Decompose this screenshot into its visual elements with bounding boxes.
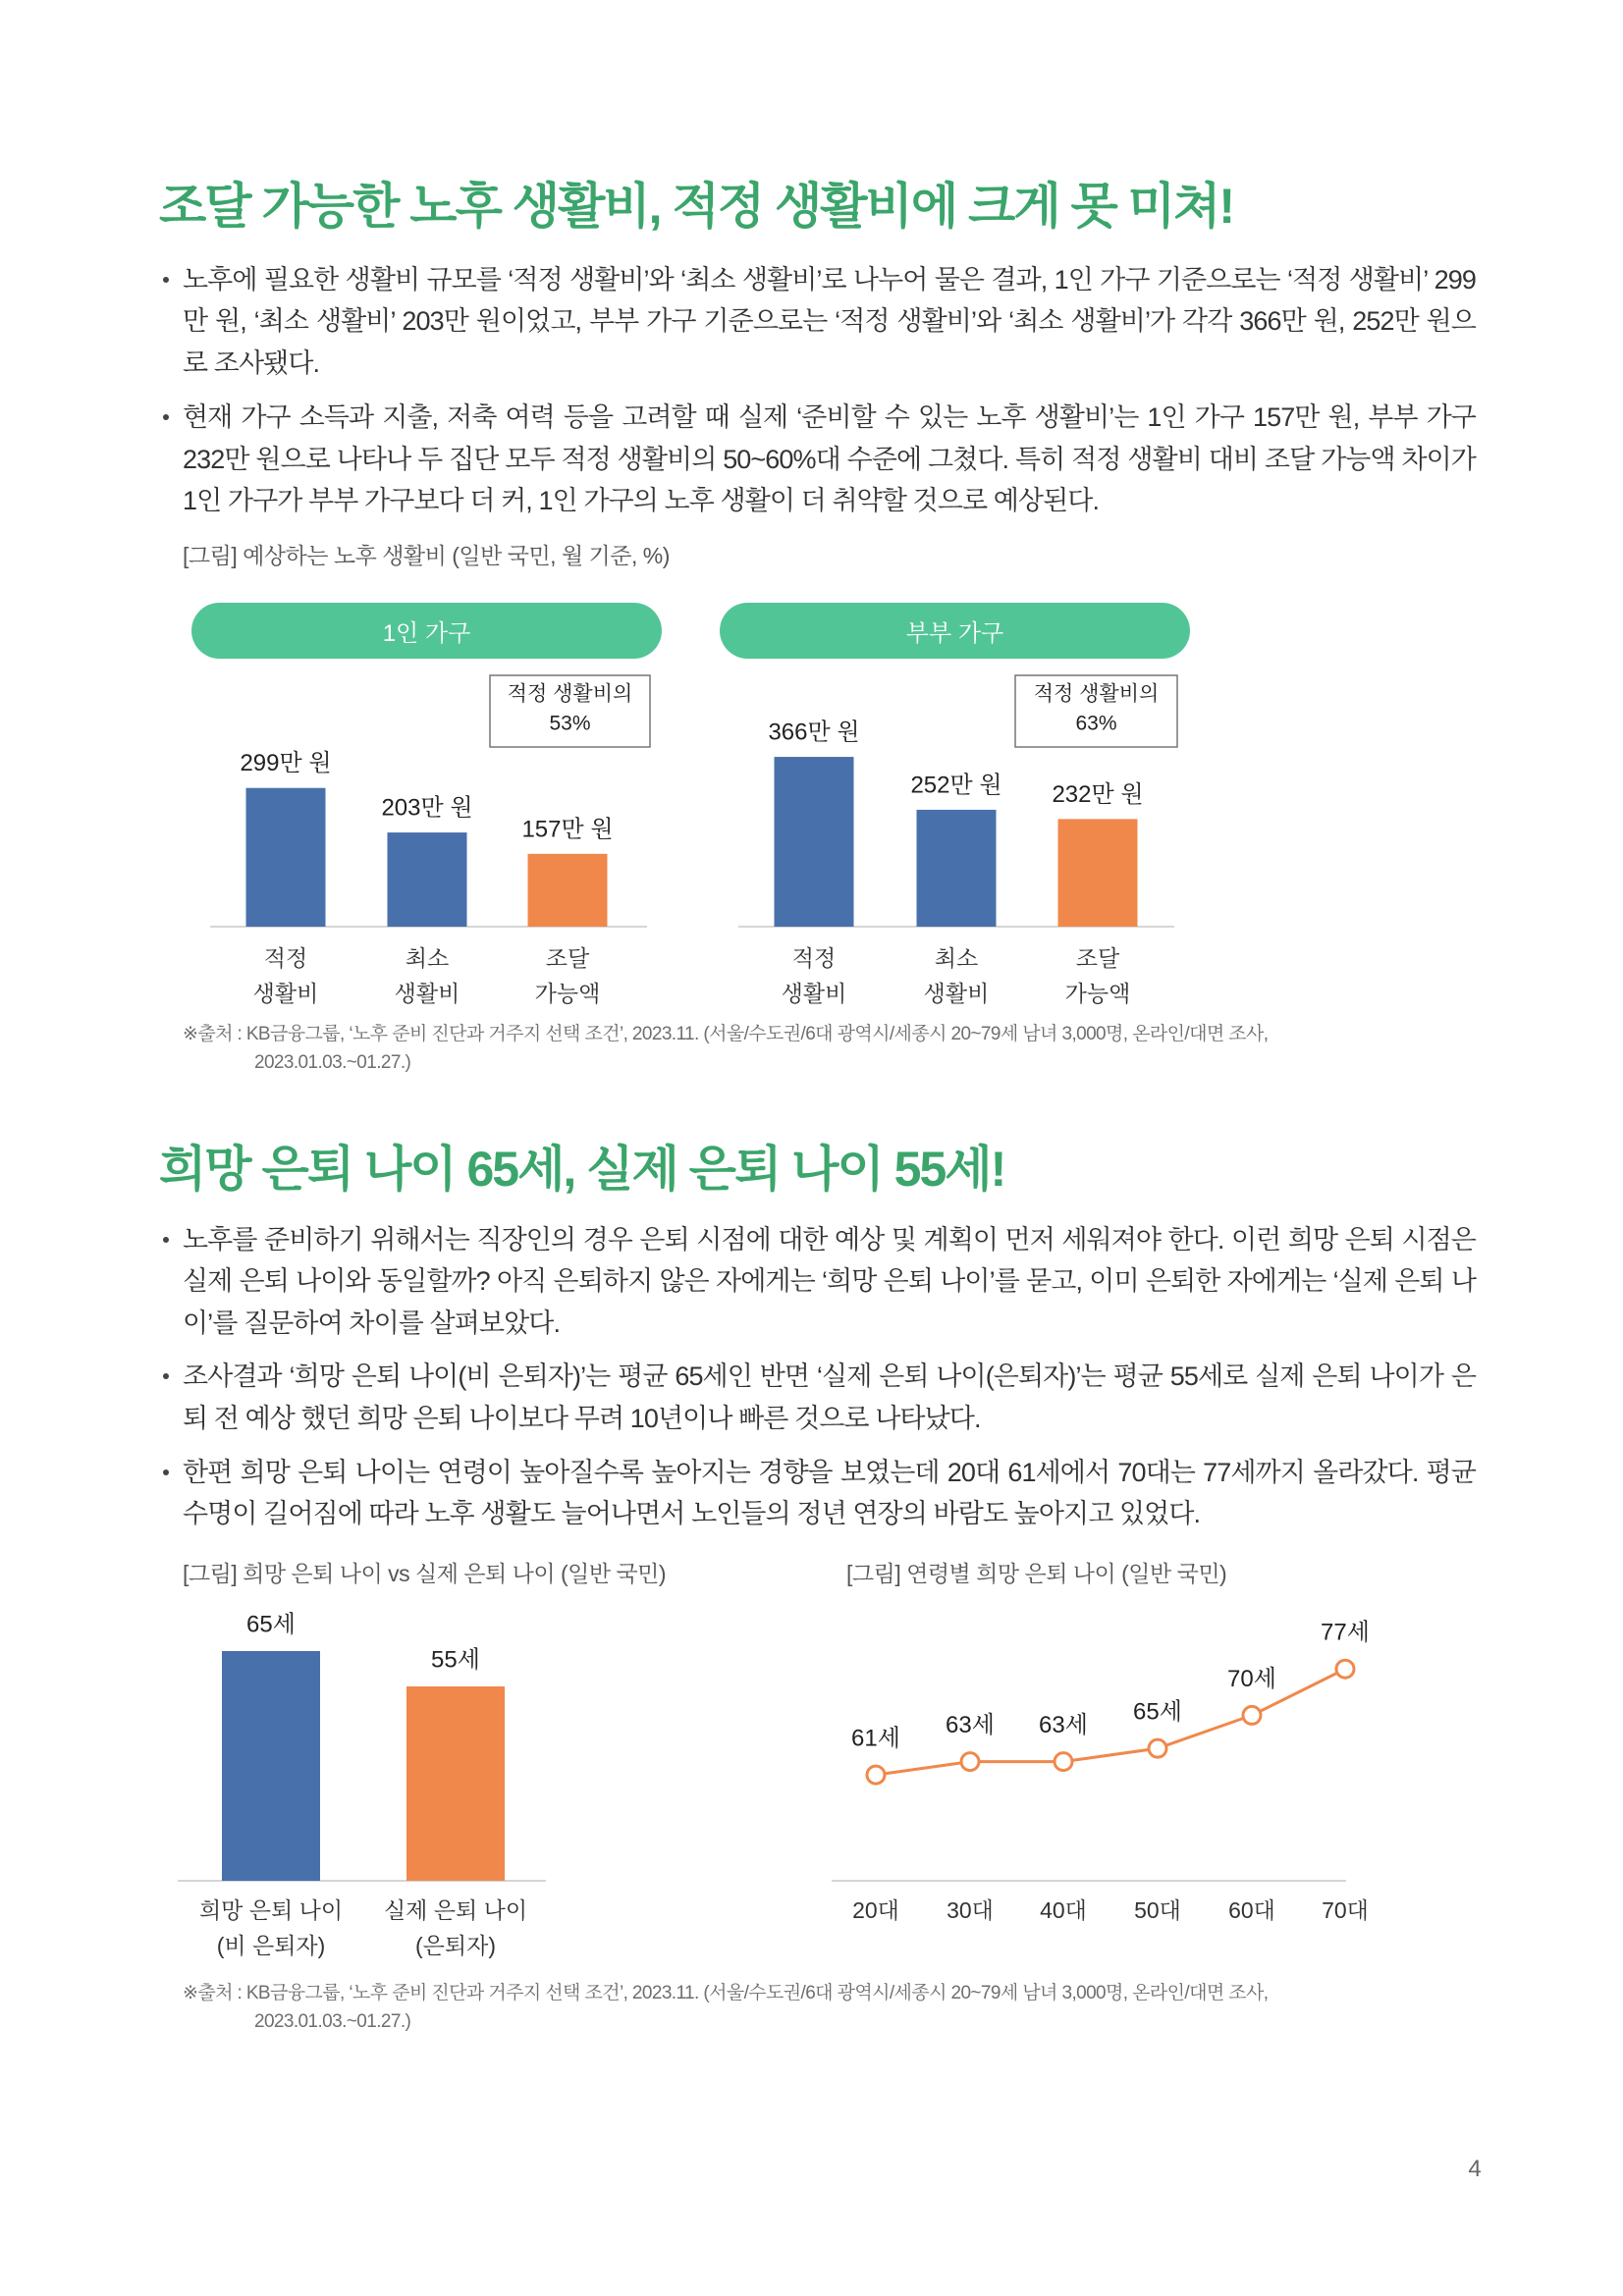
bar <box>775 757 854 927</box>
bullet-list <box>183 259 1476 522</box>
point-value-label: 65세 <box>1133 1698 1182 1726</box>
point-value-label: 63세 <box>1039 1711 1088 1738</box>
panel-title-pill: 부부 가구 <box>720 603 1190 659</box>
category-label: (비 은퇴자) <box>216 1932 326 1958</box>
category-label: 생활비 <box>923 980 990 1006</box>
bar <box>1058 819 1138 927</box>
bar-chart <box>738 675 1177 1006</box>
bar-value-label: 203만 원 <box>381 794 473 822</box>
panel-title-pill: 1인 가구 <box>191 603 662 659</box>
category-label: 생활비 <box>252 980 319 1006</box>
bar-value-label: 252만 원 <box>910 772 1002 799</box>
figure-caption: [그림] 예상하는 노후 생활비 (일반 국민, 월 기준, %) <box>183 543 670 569</box>
x-tick-label: 70대 <box>1322 1896 1369 1923</box>
bar <box>388 832 467 927</box>
data-point-marker <box>1149 1739 1166 1757</box>
point-value-label: 70세 <box>1227 1665 1276 1692</box>
source-note-date: 2023.01.03.~01.27.) <box>254 1051 411 1073</box>
data-point-marker <box>1243 1706 1261 1724</box>
living-cost-figure <box>0 603 1623 1020</box>
x-tick-label: 20대 <box>852 1896 899 1923</box>
bar <box>917 810 997 927</box>
bullet-item: 현재 가구 소득과 지출, 저축 여력 등을 고려할 때 실제 ‘준비할 수 있는 노후 생활비’는 1인 가구 157만 원, 부부 가구 232만 원으로 나타나 두 집단 모두 적정 생활비의 50~60%대 수준에 그쳤다. 특히 적정 생활비 대비 조달 가능액 차이가 1인 가구가 부부 가구보다 더 커, 1인 가구의 노후 생활이 더 취약할 것으로 예상된다. <box>183 397 1476 522</box>
source-note-text: ※출처 : KB금융그룹, ‘노후 준비 진단과 거주지 선택 조건’, 2023.11. (서울/수도권/6대 광역시/세종시 20~79세 남녀 3,000명, 온라인/대면 조사, <box>183 1982 1269 2003</box>
category-label: 최소 <box>405 944 450 971</box>
callout-text: 63% <box>1075 712 1117 735</box>
section-title: 희망 은퇴 나이 65세, 실제 은퇴 나이 55세! <box>159 1142 1005 1198</box>
category-label: 조달 <box>1075 944 1120 971</box>
category-label: 실제 은퇴 나이 <box>383 1896 528 1923</box>
category-label: 생활비 <box>781 980 847 1006</box>
bullet-list <box>183 1219 1476 1535</box>
bar-value-label: 65세 <box>246 1611 296 1638</box>
line-chart <box>832 1620 1370 1923</box>
category-label: 가능액 <box>534 980 601 1006</box>
bullet-item: 노후에 필요한 생활비 규모를 ‘적정 생활비’와 ‘최소 생활비’로 나누어 물은 결과, 1인 가구 기준으로는 ‘적정 생활비’ 299만 원, ‘최소 생활비’ 203만 원이었고, 부부 가구 기준으로는 ‘적정 생활비’와 ‘최소 생활비’가 각각 366만 원, 252만 원으로 조사됐다. <box>183 259 1476 385</box>
bullet-item: 한편 희망 은퇴 나이는 연령이 높아질수록 높아지는 경향을 보였는데 20대 61세에서 70대는 77세까지 올라갔다. 평균 수명이 길어짐에 따라 노후 생활도 늘어나면서 노인들의 정년 연장의 바람도 높아지고 있었다. <box>183 1452 1476 1535</box>
bar-chart <box>178 1611 546 1958</box>
retirement-age-charts <box>0 1559 1623 1979</box>
figure-caption: [그림] 희망 은퇴 나이 vs 실제 은퇴 나이 (일반 국민) <box>183 1560 667 1586</box>
category-label: 적정 <box>791 944 837 971</box>
source-note-date: 2023.01.03.~01.27.) <box>254 2010 411 2032</box>
bar <box>406 1686 505 1881</box>
category-label: 생활비 <box>394 980 460 1006</box>
bar-value-label: 55세 <box>431 1646 480 1674</box>
bullet-item: 노후를 준비하기 위해서는 직장인의 경우 은퇴 시점에 대한 예상 및 계획이 먼저 세워져야 한다. 이런 희망 은퇴 시점은 실제 은퇴 나이와 동일할까? 아직 은퇴하지 않은 자에게는 ‘희망 은퇴 나이’를 묻고, 이미 은퇴한 자에게는 ‘실제 은퇴 나이’를 질문하여 차이를 살펴보았다. <box>183 1219 1476 1345</box>
bullet-item: 조사결과 ‘희망 은퇴 나이(비 은퇴자)’는 평균 65세인 반면 ‘실제 은퇴 나이(은퇴자)’는 평균 55세로 실제 은퇴 나이가 은퇴 전 예상 했던 희망 은퇴 나이보다 무려 10년이나 빠른 것으로 나타났다. <box>183 1356 1476 1439</box>
x-tick-label: 30대 <box>947 1896 994 1923</box>
category-label: 최소 <box>934 944 979 971</box>
category-label: 적정 <box>263 944 308 971</box>
callout-text: 53% <box>549 712 591 735</box>
callout-text: 적정 생활비의 <box>1033 682 1160 706</box>
point-value-label: 61세 <box>851 1725 900 1752</box>
data-point-marker <box>1336 1660 1354 1678</box>
section-title: 조달 가능한 노후 생활비, 적정 생활비에 크게 못 미쳐! <box>159 179 1233 234</box>
source-note <box>183 1979 1476 2036</box>
x-tick-label: 60대 <box>1228 1896 1275 1923</box>
bar <box>246 788 326 927</box>
point-value-label: 63세 <box>946 1711 995 1738</box>
category-label: 희망 은퇴 나이 <box>198 1896 344 1923</box>
category-label: 조달 <box>545 944 590 971</box>
data-point-marker <box>961 1752 979 1770</box>
page-number: 4 <box>1468 2156 1482 2182</box>
data-point-marker <box>1055 1752 1072 1770</box>
bar-value-label: 299만 원 <box>240 750 332 777</box>
callout-text: 적정 생활비의 <box>507 682 633 706</box>
bar <box>528 854 608 927</box>
bar-value-label: 232만 원 <box>1052 780 1144 808</box>
bar-value-label: 157만 원 <box>521 816 614 843</box>
bar-chart <box>210 675 650 1006</box>
source-note-text: ※출처 : KB금융그룹, ‘노후 준비 진단과 거주지 선택 조건’, 2023.11. (서울/수도권/6대 광역시/세종시 20~79세 남녀 3,000명, 온라인/대면 조사, <box>183 1023 1269 1044</box>
data-point-marker <box>867 1766 885 1784</box>
x-tick-label: 40대 <box>1040 1896 1087 1923</box>
bar-value-label: 366만 원 <box>768 719 860 746</box>
point-value-label: 77세 <box>1321 1619 1370 1646</box>
category-label: 가능액 <box>1064 980 1131 1006</box>
retirement-age-figure <box>0 1559 1623 1979</box>
bar <box>222 1651 320 1881</box>
category-label: (은퇴자) <box>415 1932 496 1958</box>
living-cost-charts <box>0 603 1623 1020</box>
source-note <box>183 1020 1476 1077</box>
x-tick-label: 50대 <box>1134 1896 1181 1923</box>
figure-caption: [그림] 연령별 희망 은퇴 나이 (일반 국민) <box>846 1560 1227 1586</box>
